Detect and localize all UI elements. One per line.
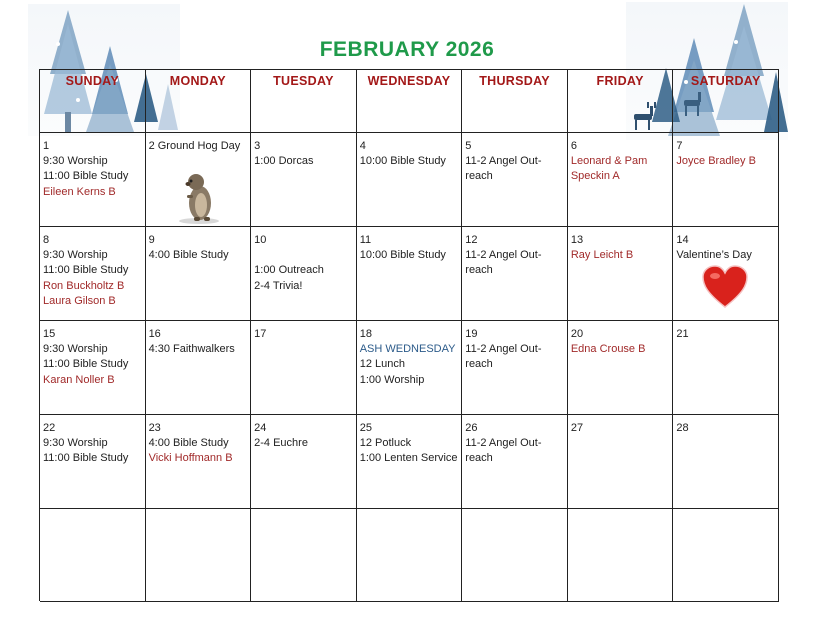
- day-number: 7: [676, 140, 683, 152]
- day-cell-12[interactable]: [462, 227, 568, 321]
- day-number: 22: [43, 422, 56, 434]
- day-number: 5: [465, 140, 472, 152]
- day-cell-24[interactable]: [251, 415, 357, 509]
- calendar-title: FEBRUARY 2026: [319, 38, 495, 61]
- day-number: 11: [359, 234, 372, 246]
- birthday-entry: Edna Crouse B: [570, 343, 646, 356]
- day-number: 6: [570, 140, 577, 152]
- event-entry: 9:30 Worship: [43, 155, 108, 168]
- weekday-header-sunday: SUNDAY: [40, 70, 146, 133]
- event-entry: 11-2 Angel Out-reach: [465, 249, 542, 277]
- event-entry: 2-4 Trivia!: [254, 279, 303, 292]
- event-entry: 12 Lunch: [359, 358, 405, 371]
- special-day-entry: ASH WEDNESDAY: [359, 343, 456, 356]
- empty-day-cell[interactable]: [40, 509, 146, 602]
- weekday-header-wednesday: WEDNESDAY: [357, 70, 463, 133]
- day-cell-27[interactable]: [568, 415, 674, 509]
- day-number: 28: [676, 422, 689, 434]
- day-cell-6[interactable]: [568, 133, 674, 227]
- day-cell-14[interactable]: [673, 227, 779, 321]
- birthday-entry: Ray Leicht B: [570, 249, 634, 262]
- day-number: 21: [676, 328, 689, 340]
- weekday-header-saturday: SATURDAY: [673, 70, 779, 133]
- day-cell-5[interactable]: [462, 133, 568, 227]
- birthday-entry: Leonard & Pam: [570, 155, 648, 168]
- day-number: 19: [465, 328, 478, 340]
- event-entry: 1:00 Lenten Service: [359, 452, 458, 465]
- event-entry: [254, 248, 353, 263]
- day-cell-17[interactable]: [251, 321, 357, 415]
- birthday-entry: Ron Buckholtz B: [43, 279, 125, 292]
- day-cell-20[interactable]: [568, 321, 674, 415]
- day-cell-25[interactable]: [357, 415, 463, 509]
- empty-day-cell[interactable]: [462, 509, 568, 602]
- day-cell-11[interactable]: [357, 227, 463, 321]
- day-number: 16: [148, 328, 161, 340]
- day-number: 13: [570, 234, 584, 246]
- day-number: 20: [570, 328, 584, 340]
- calendar-grid: [39, 69, 779, 601]
- weekday-header-friday: FRIDAY: [568, 70, 674, 133]
- day-number: [149, 139, 248, 154]
- event-entry: 1:00 Dorcas: [254, 155, 314, 168]
- event-entry: 11:00 Bible Study: [43, 264, 129, 277]
- day-number: 10: [254, 234, 267, 246]
- event-entry: 1:00 Worship: [359, 373, 425, 386]
- event-entry: 11-2 Angel Out-reach: [465, 437, 542, 465]
- event-entry: 1:00 Outreach: [254, 264, 324, 277]
- day-number: 4: [359, 140, 366, 152]
- day-cell-10[interactable]: [251, 227, 357, 321]
- event-entry: 9:30 Worship: [43, 249, 108, 262]
- event-entry: 11-2 Angel Out-reach: [465, 155, 542, 183]
- day-cell-3[interactable]: [251, 133, 357, 227]
- day-number: 15: [43, 328, 56, 340]
- day-number: 17: [254, 328, 267, 340]
- event-entry: 10:00 Bible Study: [359, 155, 446, 168]
- birthday-entry: Karan Noller B: [43, 373, 115, 386]
- empty-day-cell[interactable]: [673, 509, 779, 602]
- event-entry: Valentine’s Day: [676, 249, 752, 262]
- weekday-header-thursday: THURSDAY: [462, 70, 568, 133]
- event-entry: 9:30 Worship: [43, 343, 108, 356]
- day-number-value: 2: [148, 140, 155, 152]
- day-number: 23: [148, 422, 161, 434]
- event-entry: 4:00 Bible Study: [148, 249, 229, 262]
- empty-day-cell[interactable]: [251, 509, 357, 602]
- event-entry: 11:00 Bible Study: [43, 358, 129, 371]
- day-cell-19[interactable]: [462, 321, 568, 415]
- day-number: 24: [254, 422, 267, 434]
- event-entry: 10:00 Bible Study: [359, 249, 446, 262]
- day-cell-1[interactable]: [40, 133, 146, 227]
- day-number: 26: [465, 422, 478, 434]
- weekday-header-monday: MONDAY: [146, 70, 252, 133]
- event-entry: 2-4 Euchre: [254, 437, 308, 450]
- day-number: 25: [359, 422, 372, 434]
- day-cell-7[interactable]: [673, 133, 779, 227]
- day-number: 9: [148, 234, 155, 246]
- day-number: 8: [43, 234, 50, 246]
- holiday-title: Ground Hog Day: [157, 140, 241, 152]
- empty-day-cell[interactable]: [357, 509, 463, 602]
- birthday-entry: Laura Gilson B: [43, 294, 116, 307]
- birthday-entry: Eileen Kerns B: [43, 185, 116, 198]
- day-cell-9[interactable]: [146, 227, 252, 321]
- event-entry: 9:30 Worship: [43, 437, 108, 450]
- day-cell-28[interactable]: [673, 415, 779, 509]
- day-cell-15[interactable]: [40, 321, 146, 415]
- empty-day-cell[interactable]: [146, 509, 252, 602]
- day-cell-23[interactable]: [146, 415, 252, 509]
- groundhog-icon: [174, 167, 224, 227]
- day-number: 14: [676, 234, 689, 246]
- day-number: 3: [254, 140, 261, 152]
- birthday-entry: Joyce Bradley B: [676, 155, 756, 168]
- day-number: 18: [359, 328, 372, 340]
- day-number: 12: [465, 234, 478, 246]
- event-entry: 4:00 Bible Study: [148, 437, 229, 450]
- day-cell-4[interactable]: [357, 133, 463, 227]
- event-entry: 11-2 Angel Out-reach: [465, 343, 542, 371]
- day-number: 1: [43, 140, 50, 152]
- event-entry: 11:00 Bible Study: [43, 170, 129, 183]
- event-entry: 11:00 Bible Study: [43, 452, 129, 465]
- event-entry: 12 Potluck: [359, 437, 412, 450]
- day-cell-8[interactable]: [40, 227, 146, 321]
- day-cell-21[interactable]: [673, 321, 779, 415]
- day-cell-16[interactable]: [146, 321, 252, 415]
- birthday-entry: Vicki Hoffmann B: [148, 452, 233, 465]
- day-cell-2[interactable]: [146, 133, 252, 227]
- event-entry: 4:30 Faithwalkers: [148, 343, 235, 356]
- weekday-header-tuesday: TUESDAY: [251, 70, 357, 133]
- day-cell-26[interactable]: [462, 415, 568, 509]
- heart-icon: [701, 265, 749, 314]
- empty-day-cell[interactable]: [568, 509, 674, 602]
- birthday-entry: Speckin A: [570, 170, 620, 183]
- day-cell-13[interactable]: [568, 227, 674, 321]
- day-cell-18[interactable]: [357, 321, 463, 415]
- day-number: 27: [570, 422, 584, 434]
- day-cell-22[interactable]: [40, 415, 146, 509]
